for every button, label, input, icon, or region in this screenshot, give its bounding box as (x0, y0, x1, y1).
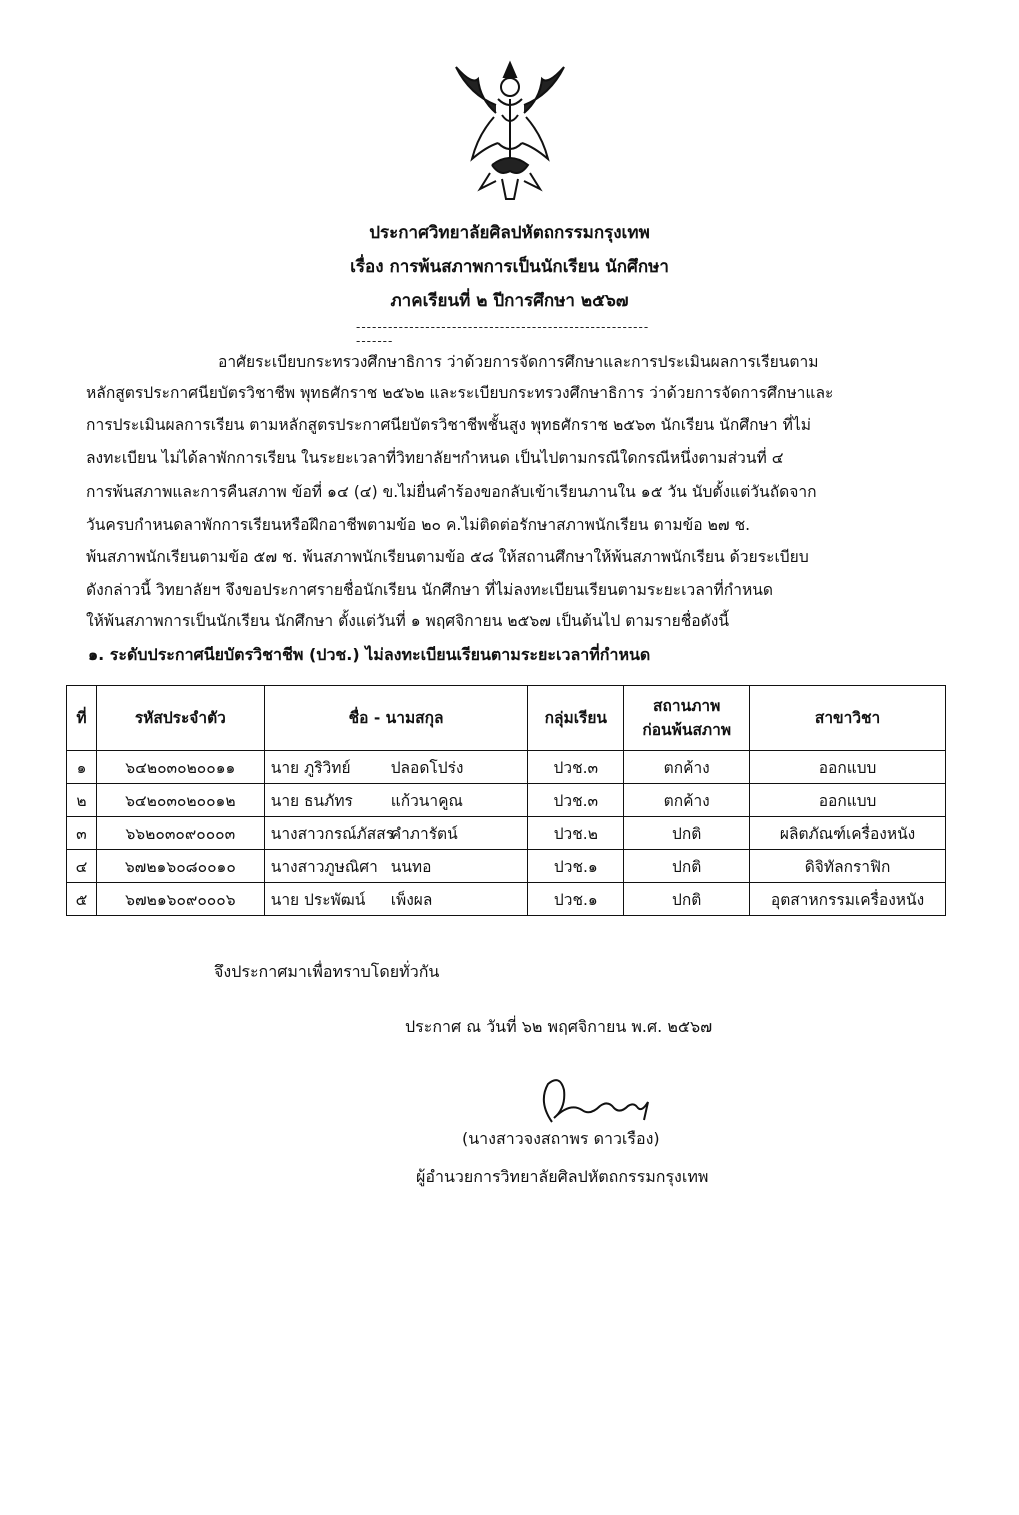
table-row (67, 850, 946, 883)
name-prefix: นางสาว (270, 857, 325, 876)
row-major: ดิจิทัลกราฟิก (750, 850, 946, 883)
signer-title: ผู้อำนวยการวิทยาลัยศิลปหัตถกรรมกรุงเทพ (416, 1167, 709, 1186)
surname: แก้วนาคูณ (390, 791, 463, 810)
row-student-name (264, 850, 528, 883)
name-prefix: นางสาว (270, 824, 325, 843)
row-status: ปกติ (624, 850, 750, 883)
name-prefix: นาย (270, 758, 300, 777)
row-major: ออกแบบ (750, 784, 946, 817)
column-header-major: สาขาวิชา (750, 686, 946, 751)
row-group: ปวช.๑ (528, 883, 624, 916)
announcement-title: ประกาศวิทยาลัยศิลปหัตถกรรมกรุงเทพ (369, 223, 650, 243)
table-row (67, 784, 946, 817)
row-no: ๒ (67, 784, 97, 817)
row-student-id: ๖๗๒๑๖๐๙๐๐๐๖ (96, 883, 264, 916)
row-status: ปกติ (624, 883, 750, 916)
signature-icon (530, 1072, 670, 1132)
body-paragraph-line: ดังกล่าวนี้ วิทยาลัยฯ จึงขอประกาศรายชื่อนักเรียน นักศึกษา ที่ไม่ลงทะเบียนเรียนตามระยะเวลาที่กำหนด (86, 581, 774, 599)
row-group: ปวช.๑ (528, 850, 624, 883)
garuda-emblem-icon (450, 55, 570, 205)
row-status: ปกติ (624, 817, 750, 850)
surname: เพ็งผล (390, 890, 433, 909)
given-name: ภูริวิทย์ (304, 758, 351, 777)
announcement-date: ประกาศ ณ วันที่ ๖๒ พฤศจิกายน พ.ศ. ๒๕๖๗ (405, 1017, 713, 1036)
name-prefix-given (271, 788, 391, 813)
body-paragraph-line: ให้พ้นสภาพการเป็นนักเรียน นักศึกษา ตั้งแต่วันที่ ๑ พฤศจิกายน ๒๕๖๗ เป็นต้นไป ตามรายชื่อดังนี้ (86, 612, 730, 630)
row-status: ตกค้าง (624, 784, 750, 817)
section-title: ๑. ระดับประกาศนียบัตรวิชาชีพ (ปวช.) ไม่ลงทะเบียนเรียนตามระยะเวลาที่กำหนด (88, 645, 651, 664)
surname: นนทอ (390, 857, 432, 876)
body-paragraph-line: วันครบกำหนดลาพักการเรียนหรือฝึกอาชีพตามข้อ ๒๐ ค.ไม่ติดต่อรักษาสภาพนักเรียน ตามข้อ ๒๗ ช. (86, 516, 751, 534)
given-name: ประพัฒน์ (304, 890, 366, 909)
column-header-status (624, 686, 750, 751)
row-student-name (264, 751, 528, 784)
row-group: ปวช.๒ (528, 817, 624, 850)
student-table (66, 685, 946, 916)
column-header-group: กลุ่มเรียน (528, 686, 624, 751)
row-group: ปวช.๓ (528, 784, 624, 817)
divider-line: -------------------------------------------------------------- (356, 320, 650, 348)
row-student-name (264, 817, 528, 850)
column-header-no: ที่ (67, 686, 97, 751)
table-row (67, 883, 946, 916)
row-student-id: ๖๔๒๐๓๐๒๐๐๑๑ (96, 751, 264, 784)
row-student-name (264, 784, 528, 817)
name-prefix-given (271, 755, 391, 780)
body-paragraph-line: ลงทะเบียน ไม่ได้ลาพักการเรียน ในระยะเวลาที่วิทยาลัยฯกำหนด เป็นไปตามกรณีใดกรณีหนึ่งตามส่วนที่ ๔ (86, 449, 784, 467)
name-prefix-given (271, 887, 391, 912)
row-major: ผลิตภัณฑ์เครื่องหนัง (750, 817, 946, 850)
name-prefix-given (271, 854, 391, 879)
status-header-line1: สถานภาพ (653, 697, 721, 715)
table-row (67, 817, 946, 850)
name-prefix: นาย (270, 890, 300, 909)
body-paragraph-line: อาศัยระเบียบกระทรวงศึกษาธิการ ว่าด้วยการจัดการศึกษาและการประเมินผลการเรียนตาม (218, 353, 819, 371)
column-header-name: ชื่อ - นามสกุล (264, 686, 528, 751)
row-no: ๔ (67, 850, 97, 883)
row-major: ออกแบบ (750, 751, 946, 784)
body-paragraph-line: หลักสูตรประกาศนียบัตรวิชาชีพ พุทธศักราช ๒๕๖๒ และระเบียบกระทรวงศึกษาธิการ ว่าด้วยการจัดการศึกษาและ (86, 384, 834, 402)
announcement-subject: เรื่อง การพ้นสภาพการเป็นนักเรียน นักศึกษา (350, 257, 669, 277)
row-group: ปวช.๓ (528, 751, 624, 784)
row-student-name (264, 883, 528, 916)
row-student-id: ๖๔๒๐๓๐๒๐๐๑๒ (96, 784, 264, 817)
body-paragraph-line: พ้นสภาพนักเรียนตามข้อ ๕๗ ช. พ้นสภาพนักเรียนตามข้อ ๕๘ ให้สถานศึกษาให้พ้นสภาพนักเรียน ด้วยระเบียบ (86, 548, 809, 566)
row-student-id: ๖๖๒๐๓๐๙๐๐๐๓ (96, 817, 264, 850)
body-paragraph-line: การพ้นสภาพและการคืนสภาพ ข้อที่ ๑๔ (๔) ข.ไม่ยื่นคำร้องขอกลับเข้าเรียนภานใน ๑๕ วัน นับตั้งแต่วันถัดจาก (86, 483, 817, 501)
name-prefix-given (270, 821, 395, 846)
row-no: ๓ (67, 817, 97, 850)
surname: คำภารัตน์ (390, 824, 458, 843)
table-row (67, 751, 946, 784)
row-no: ๑ (67, 751, 97, 784)
row-status: ตกค้าง (624, 751, 750, 784)
closing-statement: จึงประกาศมาเพื่อทราบโดยทั่วกัน (214, 962, 440, 981)
given-name: ธนภัทร (304, 791, 353, 810)
surname: ปลอดโปร่ง (390, 758, 464, 777)
status-header-line2: ก่อนพ้นสภาพ (642, 721, 732, 739)
name-prefix: นาย (270, 791, 300, 810)
row-no: ๕ (67, 883, 97, 916)
column-header-id: รหัสประจำตัว (96, 686, 264, 751)
body-paragraph-line: การประเมินผลการเรียน ตามหลักสูตรประกาศนียบัตรวิชาชีพชั้นสูง พุทธศักราช ๒๕๖๓ นักเรียน นักศึกษา ที่ไม่ (86, 416, 811, 434)
row-student-id: ๖๗๒๑๖๐๘๐๐๑๐ (96, 850, 264, 883)
signer-name: (นางสาวจงสถาพร ดาวเรือง) (462, 1129, 660, 1148)
announcement-term: ภาคเรียนที่ ๒ ปีการศึกษา ๒๕๖๗ (390, 291, 629, 311)
table-header-row (67, 686, 946, 751)
row-major: อุตสาหกรรมเครื่องหนัง (750, 883, 946, 916)
given-name: กรณ์ภัสสร (324, 824, 395, 843)
given-name: ภูษณิศา (324, 857, 378, 876)
